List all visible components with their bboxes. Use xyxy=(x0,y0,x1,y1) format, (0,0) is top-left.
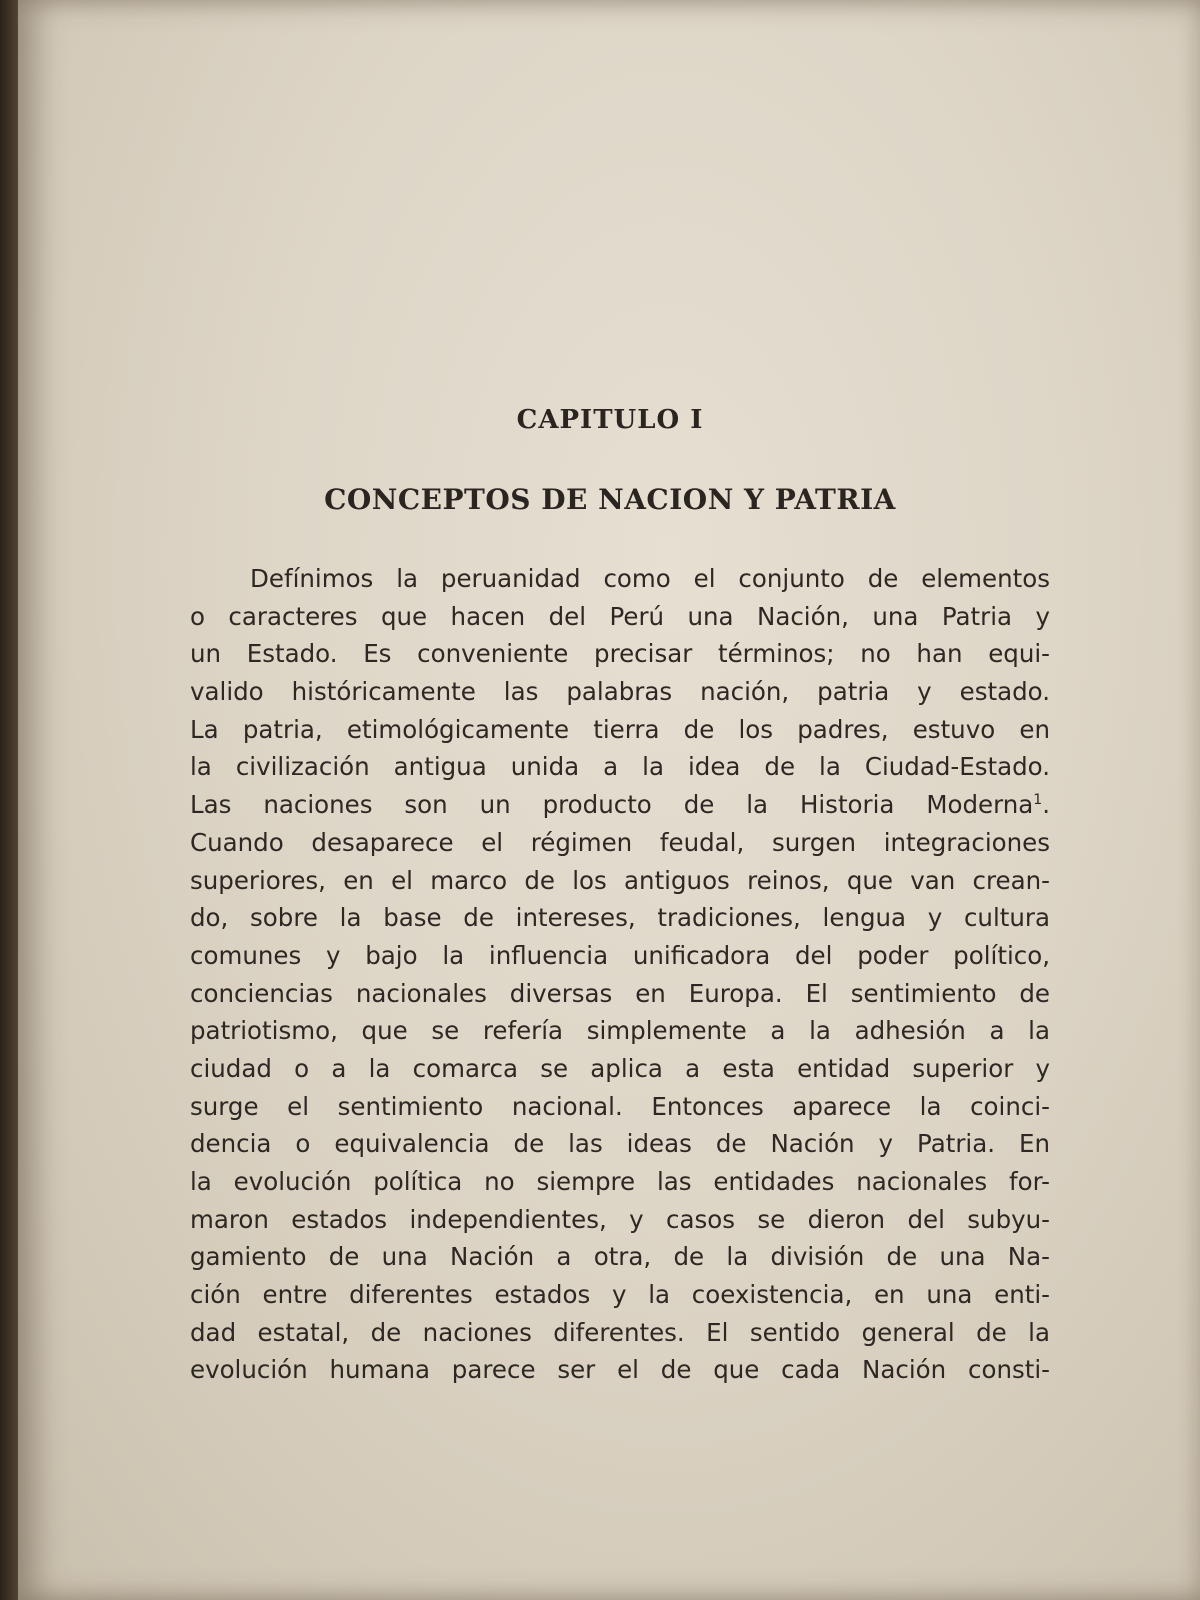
text-line: maron estados independientes, y casos se dieron del subyu- xyxy=(190,1204,1050,1234)
text-line: patriotismo, que se refería simplemente a la adhesión a la xyxy=(190,1016,1050,1046)
text-line: la civilización antigua unida a la idea de la Ciudad-Estado. xyxy=(190,752,1050,782)
text-line: comunes y bajo la influencia unificadora del poder político, xyxy=(190,940,1050,970)
text-line: Cuando desaparece el régimen feudal, surgen integraciones xyxy=(190,827,1050,857)
text-line: do, sobre la base de intereses, tradiciones, lengua y cultura xyxy=(190,903,1050,933)
text-line: Defínimos la peruanidad como el conjunto de elementos xyxy=(250,564,1050,593)
text-line: dencia o equivalencia de las ideas de Nación y Patria. En xyxy=(190,1129,1050,1159)
text-line: ciudad o a la comarca se aplica a esta entidad superior y xyxy=(190,1053,1050,1083)
text-line: ción entre diferentes estados y la coexistencia, en una enti- xyxy=(190,1280,1050,1310)
text-line: un Estado. Es conveniente precisar términos; no han equi- xyxy=(190,639,1050,669)
text-line: o caracteres que hacen del Perú una Nación, una Patria y xyxy=(190,601,1050,631)
text-line: conciencias nacionales diversas en Europa. El sentimiento de xyxy=(190,978,1050,1008)
text-line: la evolución política no siempre las entidades nacionales for- xyxy=(190,1167,1050,1196)
text-segment: Las naciones son un producto de la Historia Moderna xyxy=(190,790,1034,820)
footnote-trailing-period: . xyxy=(1042,790,1050,820)
footnote-reference: 1 xyxy=(1033,791,1043,808)
chapter-label: CAPITULO I xyxy=(516,405,704,435)
text-line: La patria, etimológicamente tierra de los padres, estuvo en xyxy=(190,714,1050,744)
chapter-title: CONCEPTOS DE NACION Y PATRIA xyxy=(324,483,896,516)
body-paragraph xyxy=(190,560,1050,1389)
text-line: superiores, en el marco de los antiguos reinos, que van crean- xyxy=(190,865,1050,895)
text-line: evolución humana parece ser el de que cada Nación consti- xyxy=(190,1355,1050,1385)
text-line: dad estatal, de naciones diferentes. El sentido general de la xyxy=(190,1317,1050,1347)
text-line-with-footnote xyxy=(190,786,1050,824)
text-line: gamiento de una Nación a otra, de la división de una Na- xyxy=(190,1242,1050,1272)
text-line: surge el sentimiento nacional. Entonces aparece la coinci- xyxy=(190,1091,1050,1121)
text-line: valido históricamente las palabras nación, patria y estado. xyxy=(190,677,1050,707)
